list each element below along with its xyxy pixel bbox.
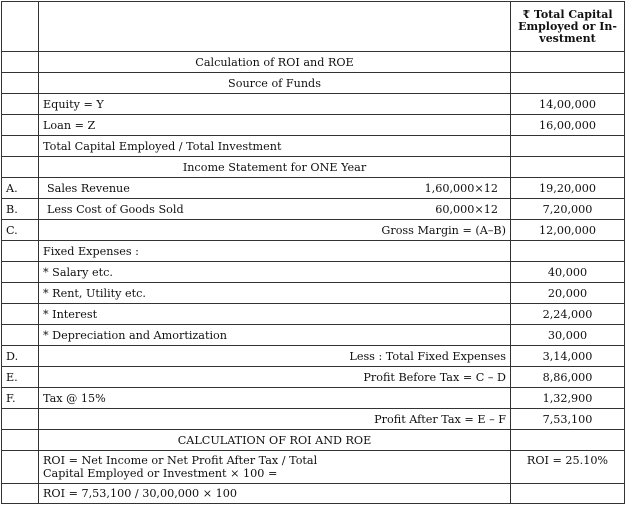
header-blank-2: [39, 2, 511, 52]
row-letter-c: C.: [2, 220, 39, 241]
total-fixed-value: 3,14,000: [511, 346, 625, 367]
rent-value: 20,000: [511, 283, 625, 304]
gross-margin-value: 12,00,000: [511, 220, 625, 241]
title-row: [2, 52, 625, 73]
calc-title: Calculation of ROI and ROE: [39, 52, 511, 73]
tax-row: [2, 388, 625, 409]
rent-label: * Rent, Utility etc.: [39, 283, 511, 304]
row-letter-e: E.: [2, 367, 39, 388]
header-blank-1: [2, 2, 39, 52]
interest-row: [2, 304, 625, 325]
calc-caps-title: CALCULATION OF ROI AND ROE: [39, 430, 511, 451]
row-letter-d: D.: [2, 346, 39, 367]
income-title: Income Statement for ONE Year: [39, 157, 511, 178]
loan-row: [2, 115, 625, 136]
roi-calc-row: [2, 484, 625, 504]
sales-row: [2, 178, 625, 199]
roi-formula-line-1: ROI = Net Income or Net Profit After Tax / Total: [43, 454, 318, 467]
total-capital-label: Total Capital Employed / Total Investment: [39, 136, 511, 157]
gross-margin-row: [2, 220, 625, 241]
source-title: Source of Funds: [39, 73, 511, 94]
roi-formula-line-2: Capital Employed or Investment × 100 =: [43, 467, 278, 480]
rent-row: [2, 283, 625, 304]
sales-value: 19,20,000: [511, 178, 625, 199]
column-title-total-capital: ₹ Total Capital Employed or In-vestment: [511, 2, 625, 52]
cogs-row: [2, 199, 625, 220]
roi-formula: [39, 451, 511, 484]
roi-roe-table: [1, 1, 625, 504]
loan-label: Loan = Z: [39, 115, 511, 136]
cogs-calc: 60,000×12: [435, 202, 498, 216]
pbt-row: [2, 367, 625, 388]
total-fixed-row: [2, 346, 625, 367]
salary-row: [2, 262, 625, 283]
loan-value: 16,00,000: [511, 115, 625, 136]
interest-label: * Interest: [39, 304, 511, 325]
roi-result: ROI = 25.10%: [511, 451, 625, 484]
income-title-row: [2, 157, 625, 178]
sales-calc: 1,60,000×12: [424, 181, 498, 195]
pat-label: Profit After Tax = E – F: [39, 409, 511, 430]
depreciation-label: * Depreciation and Amortization: [39, 325, 511, 346]
equity-row: [2, 94, 625, 115]
roi-formula-row: [2, 451, 625, 484]
calc-caps-row: [2, 430, 625, 451]
tax-value: 1,32,900: [511, 388, 625, 409]
total-capital-row: [2, 136, 625, 157]
source-row: [2, 73, 625, 94]
pbt-value: 8,86,000: [511, 367, 625, 388]
pat-value: 7,53,100: [511, 409, 625, 430]
interest-value: 2,24,000: [511, 304, 625, 325]
pbt-label: Profit Before Tax = C – D: [39, 367, 511, 388]
pat-row: [2, 409, 625, 430]
header-row: [2, 2, 625, 52]
salary-label: * Salary etc.: [39, 262, 511, 283]
row-letter-f: F.: [2, 388, 39, 409]
fixed-expenses-label: Fixed Expenses :: [39, 241, 511, 262]
depreciation-value: 30,000: [511, 325, 625, 346]
row-letter-a: A.: [2, 178, 39, 199]
total-fixed-label: Less : Total Fixed Expenses: [39, 346, 511, 367]
equity-label: Equity = Y: [39, 94, 511, 115]
sales-label: Sales Revenue: [47, 181, 130, 195]
salary-value: 40,000: [511, 262, 625, 283]
cogs-value: 7,20,000: [511, 199, 625, 220]
gross-margin-label: Gross Margin = (A–B): [39, 220, 511, 241]
row-letter-b: B.: [2, 199, 39, 220]
tax-label: Tax @ 15%: [39, 388, 511, 409]
cogs-label: Less Cost of Goods Sold: [47, 202, 184, 216]
equity-value: 14,00,000: [511, 94, 625, 115]
roi-calc: ROI = 7,53,100 / 30,00,000 × 100: [39, 484, 511, 504]
fixed-expenses-row: [2, 241, 625, 262]
depreciation-row: [2, 325, 625, 346]
